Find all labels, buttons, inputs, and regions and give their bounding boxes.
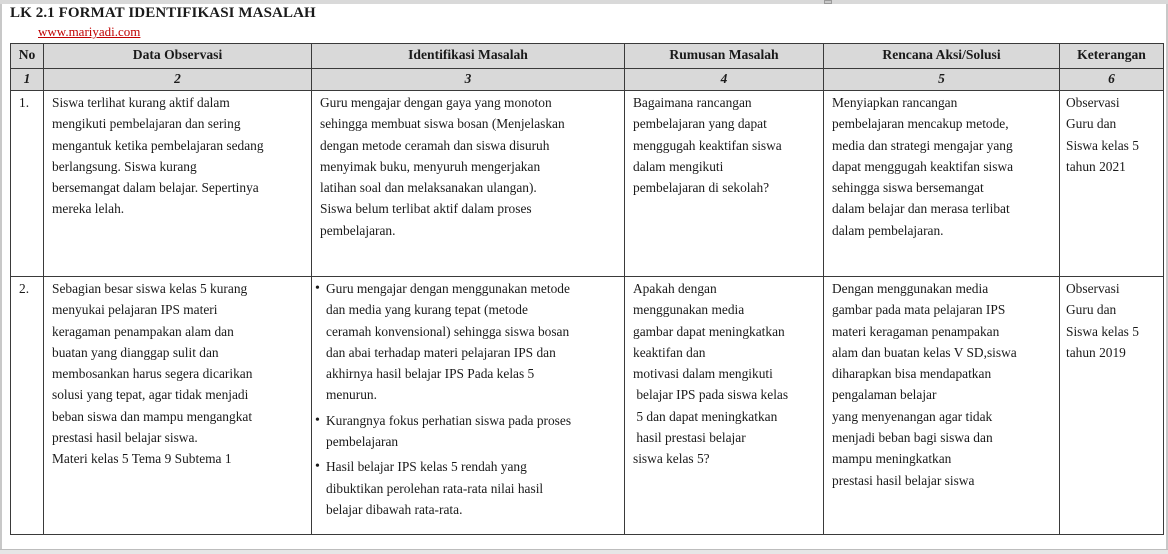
text-line: solusi yang tepat, agar tidak menjadi: [52, 387, 249, 403]
text-line: menjadi beban bagi siswa dan: [832, 430, 993, 446]
cell-data-observasi[interactable]: [44, 91, 312, 277]
column-number: 1: [11, 69, 44, 91]
cell-keterangan[interactable]: [1060, 91, 1164, 277]
text-line: Guru dan: [1066, 302, 1117, 318]
column-number: 4: [625, 69, 824, 91]
header-identifikasi-masalah: Identifikasi Masalah: [312, 44, 625, 69]
header-no: No: [11, 44, 44, 69]
page-left-edge: [0, 4, 2, 554]
text-line: pembelajaran yang dapat: [633, 116, 767, 132]
text-line: berlangsung. Siswa kurang: [52, 158, 197, 174]
text-line: mengantuk ketika pembelajaran sedang: [52, 137, 264, 153]
table-row: [11, 91, 1164, 277]
text-line: menyukai pelajaran IPS materi: [52, 302, 218, 318]
text-line: dibuktikan perolehan rata-rata nilai hasil: [326, 480, 544, 496]
text-line: pembelajaran mencakup metode,: [832, 116, 1009, 132]
column-number-row: [11, 69, 1164, 91]
text-line: belajar IPS pada siswa kelas: [633, 387, 789, 403]
text-line: sehingga siswa bersemangat: [832, 180, 984, 196]
text-line: dapat menggugah keaktifan siswa: [832, 158, 1014, 174]
text-line: keaktifan dan: [633, 344, 706, 360]
cell-no[interactable]: [11, 91, 44, 277]
column-number: 2: [44, 69, 312, 91]
text-line: ceramah konvensional) sehingga siswa bosan: [326, 323, 570, 339]
text-line: menurun.: [326, 387, 377, 403]
header-rencana-aksi: Rencana Aksi/Solusi: [824, 44, 1060, 69]
text-line: dan abai terhadap materi pelajaran IPS dan: [326, 344, 556, 360]
column-number: 3: [312, 69, 625, 91]
identification-table: [10, 43, 1164, 535]
bullet-item: [316, 278, 620, 406]
text-line: beban siswa dan mampu mengangkat: [52, 408, 253, 424]
text-line: menggunakan media: [633, 302, 745, 318]
header-keterangan: Keterangan: [1060, 44, 1164, 69]
text-line: Observasi: [1066, 95, 1120, 110]
bullet-list: [316, 278, 620, 520]
text-line: gambar pada mata pelajaran IPS: [832, 302, 1006, 318]
text-line: Observasi: [1066, 281, 1120, 296]
text-line: pembelajaran di sekolah?: [633, 180, 770, 196]
header-data-observasi: Data Observasi: [44, 44, 312, 69]
text-line: prestasi hasil belajar siswa: [832, 472, 975, 488]
text-line: pembelajaran: [326, 434, 399, 450]
column-number: 5: [824, 69, 1060, 91]
text-line: mampu meningkatkan: [832, 451, 952, 467]
text-line: Guru mengajar dengan gaya yang monoton: [320, 95, 552, 110]
text-line: prestasi hasil belajar siswa.: [52, 430, 198, 446]
text-line: akhirnya hasil belajar IPS Pada kelas 5: [326, 366, 535, 382]
text-line: dengan metode ceramah dan siswa disuruh: [320, 137, 550, 153]
top-ruler: [0, 0, 1168, 4]
text-line: Menyiapkan rancangan: [832, 95, 958, 110]
text-line: Siswa kelas 5: [1066, 323, 1139, 339]
text-line: pembelajaran.: [320, 222, 396, 238]
text-line: keragaman penampakan alam dan: [52, 323, 234, 339]
text-line: bersemangat dalam belajar. Sepertinya: [52, 180, 259, 196]
text-line: menggugah keaktifan siswa: [633, 137, 782, 153]
text-line: sehingga membuat siswa bosan (Menjelaskan: [320, 116, 565, 132]
text-line: hasil prestasi belajar: [633, 430, 746, 446]
header-rumusan-masalah: Rumusan Masalah: [625, 44, 824, 69]
cell-rencana-aksi[interactable]: [824, 91, 1060, 277]
cell-keterangan[interactable]: [1060, 277, 1164, 535]
column-number: 6: [1060, 69, 1164, 91]
text-line: dan media yang kurang tepat (metode: [326, 302, 528, 318]
text-line: Dengan menggunakan media: [832, 281, 989, 296]
text-line: pengalaman belajar: [832, 387, 937, 403]
text-line: tahun 2019: [1066, 344, 1126, 360]
row-number: 2.: [19, 281, 30, 296]
cell-rumusan-masalah[interactable]: [625, 277, 824, 535]
cell-identifikasi-masalah[interactable]: [312, 91, 625, 277]
text-line: motivasi dalam mengikuti: [633, 366, 773, 382]
text-line: tahun 2021: [1066, 158, 1126, 174]
text-line: dalam belajar dan merasa terlibat: [832, 201, 1010, 217]
text-line: • Hasil belajar IPS kelas 5 rendah yang: [326, 459, 527, 475]
text-line: dalam mengikuti: [633, 158, 724, 174]
window-bottom-edge: [0, 549, 1168, 554]
text-line: • Guru mengajar dengan menggunakan metode: [326, 281, 570, 296]
text-line: media dan strategi mengajar yang: [832, 137, 1013, 153]
table-row: [11, 277, 1164, 535]
cell-data-observasi[interactable]: [44, 277, 312, 535]
text-line: yang menyenangan agar tidak: [832, 408, 993, 424]
text-line: Guru dan: [1066, 116, 1117, 132]
text-line: latihan soal dan melaksanakan ulangan).: [320, 180, 537, 196]
text-line: Apakah dengan: [633, 281, 717, 296]
text-line: buatan yang dianggap sulit dan: [52, 344, 219, 360]
text-line: membosankan harus segera dicarikan: [52, 366, 253, 382]
text-line: belajar dibawah rata-rata.: [326, 501, 463, 517]
cell-rencana-aksi[interactable]: [824, 277, 1060, 535]
text-line: Sebagian besar siswa kelas 5 kurang: [52, 281, 248, 296]
website-link[interactable]: www.mariyadi.com: [38, 24, 141, 39]
text-line: Siswa terlihat kurang aktif dalam: [52, 95, 230, 110]
text-line: Siswa belum terlibat aktif dalam proses: [320, 201, 532, 217]
text-line: diharapkan bisa mendapatkan: [832, 366, 992, 382]
text-line: materi keragaman penampakan: [832, 323, 1000, 339]
bullet-item: [316, 456, 620, 520]
text-line: Materi kelas 5 Tema 9 Subtema 1: [52, 451, 232, 467]
row-number: 1.: [19, 95, 30, 110]
document-title: LK 2.1 FORMAT IDENTIFIKASI MASALAH: [10, 5, 316, 21]
text-line: 5 dan dapat meningkatkan: [633, 408, 778, 424]
text-line: Bagaimana rancangan: [633, 95, 752, 110]
ruler-marker[interactable]: [824, 0, 832, 4]
text-line: mereka lelah.: [52, 201, 125, 217]
table-header-row: [11, 44, 1164, 69]
text-line: alam dan buatan kelas V SD,siswa: [832, 344, 1017, 360]
text-line: Siswa kelas 5: [1066, 137, 1139, 153]
cell-no[interactable]: [11, 277, 44, 535]
bullet-item: [316, 410, 620, 453]
text-line: menyimak buku, menyuruh mengerjakan: [320, 158, 541, 174]
cell-identifikasi-masalah[interactable]: [312, 277, 625, 535]
text-line: siswa kelas 5?: [633, 451, 710, 467]
text-line: mengikuti pembelajaran dan sering: [52, 116, 241, 132]
text-line: dalam pembelajaran.: [832, 222, 944, 238]
text-line: • Kurangnya fokus perhatian siswa pada proses: [326, 412, 572, 428]
cell-rumusan-masalah[interactable]: [625, 91, 824, 277]
text-line: gambar dapat meningkatkan: [633, 323, 785, 339]
